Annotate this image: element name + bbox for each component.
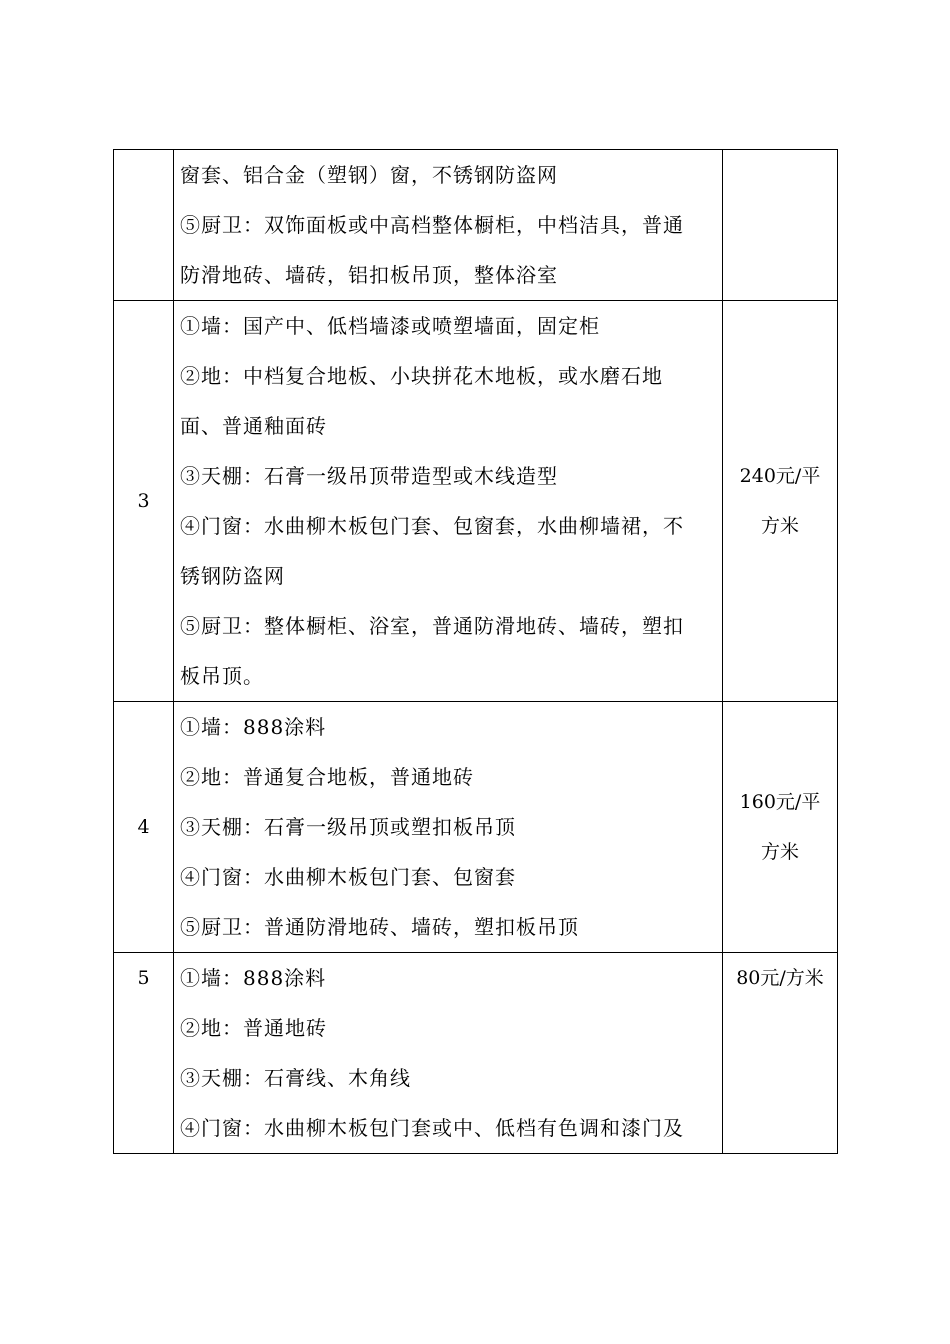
price-line: 80元/方米 [736, 967, 824, 989]
row-price [723, 301, 838, 702]
description-line: ③天棚：石膏线、木角线 [180, 1066, 411, 1090]
description-line: 锈钢防盗网 [180, 564, 285, 588]
description-line: ②地：普通复合地板，普通地砖 [180, 765, 474, 789]
description-line: ③天棚：石膏一级吊顶或塑扣板吊顶 [180, 815, 516, 839]
table-row [114, 953, 838, 1154]
description-line: ①墙：888涂料 [180, 715, 327, 739]
description-line: ④门窗：水曲柳木板包门套或中、低档有色调和漆门及 [180, 1116, 684, 1140]
description-line: 防滑地砖、墙砖，铝扣板吊顶，整体浴室 [180, 263, 558, 287]
row-description [174, 301, 723, 702]
description-line: ②地：中档复合地板、小块拼花木地板，或水磨石地 [180, 364, 663, 388]
description-line: ⑤厨卫：双饰面板或中高档整体橱柜，中档洁具，普通 [180, 213, 684, 237]
row-number: 5 [114, 953, 174, 1154]
description-line: ④门窗：水曲柳木板包门套、包窗套，水曲柳墙裙，不 [180, 514, 684, 538]
description-line: ②地：普通地砖 [180, 1016, 327, 1040]
row-description [174, 953, 723, 1154]
row-description [174, 702, 723, 953]
price-line: 方米 [760, 841, 799, 863]
table-row [114, 702, 838, 953]
row-number: 4 [114, 702, 174, 953]
row-number: 3 [114, 301, 174, 702]
price-line: 160元/平 [739, 791, 821, 813]
description-line: ④门窗：水曲柳木板包门套、包窗套 [180, 865, 516, 889]
price-line: 240元/平 [739, 465, 821, 487]
description-line: 板吊顶。 [180, 664, 264, 688]
description-line: ⑤厨卫：整体橱柜、浴室，普通防滑地砖、墙砖，塑扣 [180, 614, 684, 638]
description-line: ③天棚：石膏一级吊顶带造型或木线造型 [180, 464, 558, 488]
description-line: 窗套、铝合金（塑钢）窗，不锈钢防盗网 [180, 163, 558, 187]
description-line: ①墙：888涂料 [180, 966, 327, 990]
table-row [114, 301, 838, 702]
table-row [114, 150, 838, 301]
price-line: 方米 [760, 515, 799, 537]
row-price [723, 953, 838, 1154]
description-line: ⑤厨卫：普通防滑地砖、墙砖，塑扣板吊顶 [180, 915, 579, 939]
description-line: ①墙：国产中、低档墙漆或喷塑墙面，固定柜 [180, 314, 600, 338]
row-price [723, 702, 838, 953]
row-number [114, 150, 174, 301]
description-line: 面、普通釉面砖 [180, 414, 327, 438]
row-price [723, 150, 838, 301]
row-description [174, 150, 723, 301]
decoration-standards-table [113, 149, 838, 1154]
